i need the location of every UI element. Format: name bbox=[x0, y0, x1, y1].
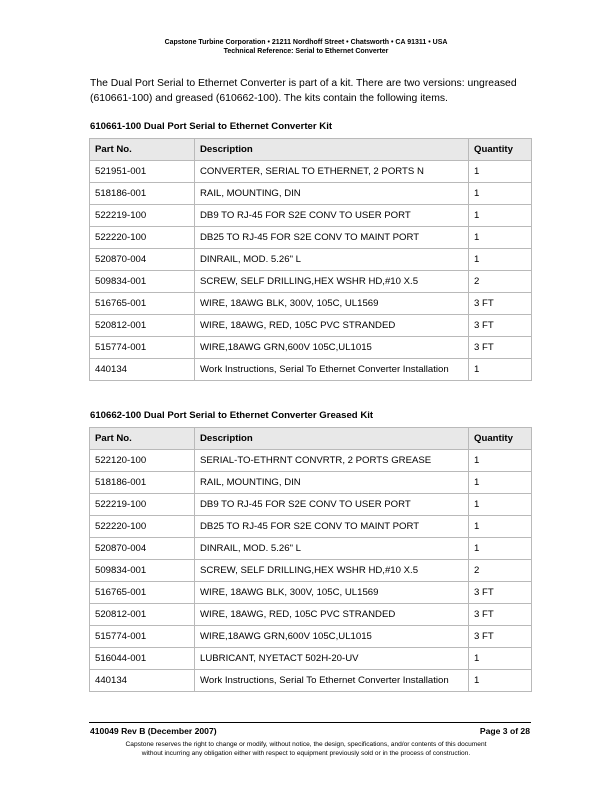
cell-part-no: 520812-001 bbox=[90, 315, 195, 337]
cell-part-no: 516765-001 bbox=[90, 293, 195, 315]
cell-description: CONVERTER, SERIAL TO ETHERNET, 2 PORTS N bbox=[195, 161, 469, 183]
cell-part-no: 440134 bbox=[90, 359, 195, 381]
cell-quantity: 3 FT bbox=[469, 604, 532, 626]
cell-part-no: 518186-001 bbox=[90, 183, 195, 205]
cell-quantity: 1 bbox=[469, 161, 532, 183]
cell-part-no: 522219-100 bbox=[90, 205, 195, 227]
cell-quantity: 1 bbox=[469, 538, 532, 560]
cell-part-no: 522220-100 bbox=[90, 227, 195, 249]
cell-quantity: 3 FT bbox=[469, 626, 532, 648]
cell-quantity: 1 bbox=[469, 359, 532, 381]
table-row bbox=[90, 183, 532, 205]
cell-quantity: 1 bbox=[469, 450, 532, 472]
cell-part-no: 522120-100 bbox=[90, 450, 195, 472]
cell-description: DB9 TO RJ-45 FOR S2E CONV TO USER PORT bbox=[195, 494, 469, 516]
column-header-description: Description bbox=[195, 139, 469, 161]
cell-part-no: 520812-001 bbox=[90, 604, 195, 626]
table-row bbox=[90, 359, 532, 381]
cell-description: DB25 TO RJ-45 FOR S2E CONV TO MAINT PORT bbox=[195, 516, 469, 538]
column-header-description: Description bbox=[195, 428, 469, 450]
cell-quantity: 1 bbox=[469, 494, 532, 516]
cell-description: SCREW, SELF DRILLING,HEX WSHR HD,#10 X.5 bbox=[195, 271, 469, 293]
cell-quantity: 1 bbox=[469, 205, 532, 227]
cell-description: WIRE,18AWG GRN,600V 105C,UL1015 bbox=[195, 626, 469, 648]
cell-part-no: 509834-001 bbox=[90, 271, 195, 293]
footer-doc-id: 410049 Rev B (December 2007) bbox=[90, 726, 217, 736]
table-row bbox=[90, 516, 532, 538]
cell-quantity: 1 bbox=[469, 516, 532, 538]
cell-quantity: 1 bbox=[469, 249, 532, 271]
column-header-quantity: Quantity bbox=[469, 428, 532, 450]
intro-paragraph: The Dual Port Serial to Ethernet Converter is part of a kit. There are two versions: ungreased (610661-100) and greased (610662-100). The kits contain the following items. bbox=[90, 78, 517, 104]
column-header-quantity: Quantity bbox=[469, 139, 532, 161]
cell-description: SERIAL-TO-ETHRNT CONVRTR, 2 PORTS GREASE bbox=[195, 450, 469, 472]
cell-description: DB9 TO RJ-45 FOR S2E CONV TO USER PORT bbox=[195, 205, 469, 227]
footer-disclaimer bbox=[70, 740, 542, 758]
cell-description: WIRE,18AWG GRN,600V 105C,UL1015 bbox=[195, 337, 469, 359]
cell-description: SCREW, SELF DRILLING,HEX WSHR HD,#10 X.5 bbox=[195, 560, 469, 582]
table-row bbox=[90, 670, 532, 692]
cell-description: RAIL, MOUNTING, DIN bbox=[195, 183, 469, 205]
table-row bbox=[90, 604, 532, 626]
column-header-part-no: Part No. bbox=[90, 139, 195, 161]
disclaimer-line: Capstone reserves the right to change or modify, without notice, the design, specifications, and/or contents of this document bbox=[125, 741, 487, 748]
cell-part-no: 520870-004 bbox=[90, 538, 195, 560]
table-header-row bbox=[90, 139, 532, 161]
cell-part-no: 522219-100 bbox=[90, 494, 195, 516]
table-row bbox=[90, 161, 532, 183]
cell-description: WIRE, 18AWG BLK, 300V, 105C, UL1569 bbox=[195, 582, 469, 604]
cell-description: DB25 TO RJ-45 FOR S2E CONV TO MAINT PORT bbox=[195, 227, 469, 249]
table-row bbox=[90, 450, 532, 472]
cell-description: RAIL, MOUNTING, DIN bbox=[195, 472, 469, 494]
cell-part-no: 440134 bbox=[90, 670, 195, 692]
cell-quantity: 1 bbox=[469, 183, 532, 205]
kit2-title: 610662-100 Dual Port Serial to Ethernet Converter Greased Kit bbox=[90, 410, 374, 421]
table-row bbox=[90, 315, 532, 337]
table-row bbox=[90, 494, 532, 516]
cell-part-no: 518186-001 bbox=[90, 472, 195, 494]
cell-part-no: 509834-001 bbox=[90, 560, 195, 582]
cell-quantity: 2 bbox=[469, 271, 532, 293]
kit1-title: 610661-100 Dual Port Serial to Ethernet Converter Kit bbox=[90, 121, 333, 132]
cell-part-no: 516765-001 bbox=[90, 582, 195, 604]
table-row bbox=[90, 626, 532, 648]
table-row bbox=[90, 293, 532, 315]
table-row bbox=[90, 582, 532, 604]
cell-description: LUBRICANT, NYETACT 502H-20-UV bbox=[195, 648, 469, 670]
header-company-address: Capstone Turbine Corporation • 21211 Nordhoff Street • Chatsworth • CA 91311 • USA bbox=[164, 39, 448, 46]
cell-quantity: 2 bbox=[469, 560, 532, 582]
footer-page-number: Page 3 of 28 bbox=[479, 726, 530, 736]
header-document-title: Technical Reference: Serial to Ethernet Converter bbox=[223, 48, 389, 55]
table-header-row bbox=[90, 428, 532, 450]
table-row bbox=[90, 271, 532, 293]
column-header-part-no: Part No. bbox=[90, 428, 195, 450]
table-row bbox=[90, 205, 532, 227]
disclaimer-line: without incurring any obligation either with respect to equipment previously sold or in the process of construction. bbox=[141, 750, 471, 757]
table-row bbox=[90, 560, 532, 582]
kit2-parts-table bbox=[89, 427, 532, 692]
table-row bbox=[90, 249, 532, 271]
cell-description: DINRAIL, MOD. 5.26" L bbox=[195, 538, 469, 560]
cell-quantity: 1 bbox=[469, 648, 532, 670]
cell-part-no: 516044-001 bbox=[90, 648, 195, 670]
table-row bbox=[90, 337, 532, 359]
cell-part-no: 520870-004 bbox=[90, 249, 195, 271]
cell-description: Work Instructions, Serial To Ethernet Converter Installation bbox=[195, 359, 469, 381]
cell-part-no: 515774-001 bbox=[90, 626, 195, 648]
cell-quantity: 3 FT bbox=[469, 582, 532, 604]
cell-quantity: 3 FT bbox=[469, 293, 532, 315]
cell-quantity: 1 bbox=[469, 472, 532, 494]
cell-quantity: 3 FT bbox=[469, 337, 532, 359]
cell-description: WIRE, 18AWG, RED, 105C PVC STRANDED bbox=[195, 315, 469, 337]
page-header bbox=[0, 38, 612, 56]
table-row bbox=[90, 538, 532, 560]
table-row bbox=[90, 227, 532, 249]
cell-quantity: 3 FT bbox=[469, 315, 532, 337]
cell-description: Work Instructions, Serial To Ethernet Converter Installation bbox=[195, 670, 469, 692]
cell-description: WIRE, 18AWG, RED, 105C PVC STRANDED bbox=[195, 604, 469, 626]
footer-rule bbox=[89, 722, 531, 723]
kit1-parts-table bbox=[89, 138, 532, 381]
cell-quantity: 1 bbox=[469, 227, 532, 249]
table-row bbox=[90, 648, 532, 670]
cell-part-no: 515774-001 bbox=[90, 337, 195, 359]
cell-part-no: 522220-100 bbox=[90, 516, 195, 538]
cell-quantity: 1 bbox=[469, 670, 532, 692]
cell-description: DINRAIL, MOD. 5.26" L bbox=[195, 249, 469, 271]
cell-description: WIRE, 18AWG BLK, 300V, 105C, UL1569 bbox=[195, 293, 469, 315]
cell-part-no: 521951-001 bbox=[90, 161, 195, 183]
table-row bbox=[90, 472, 532, 494]
